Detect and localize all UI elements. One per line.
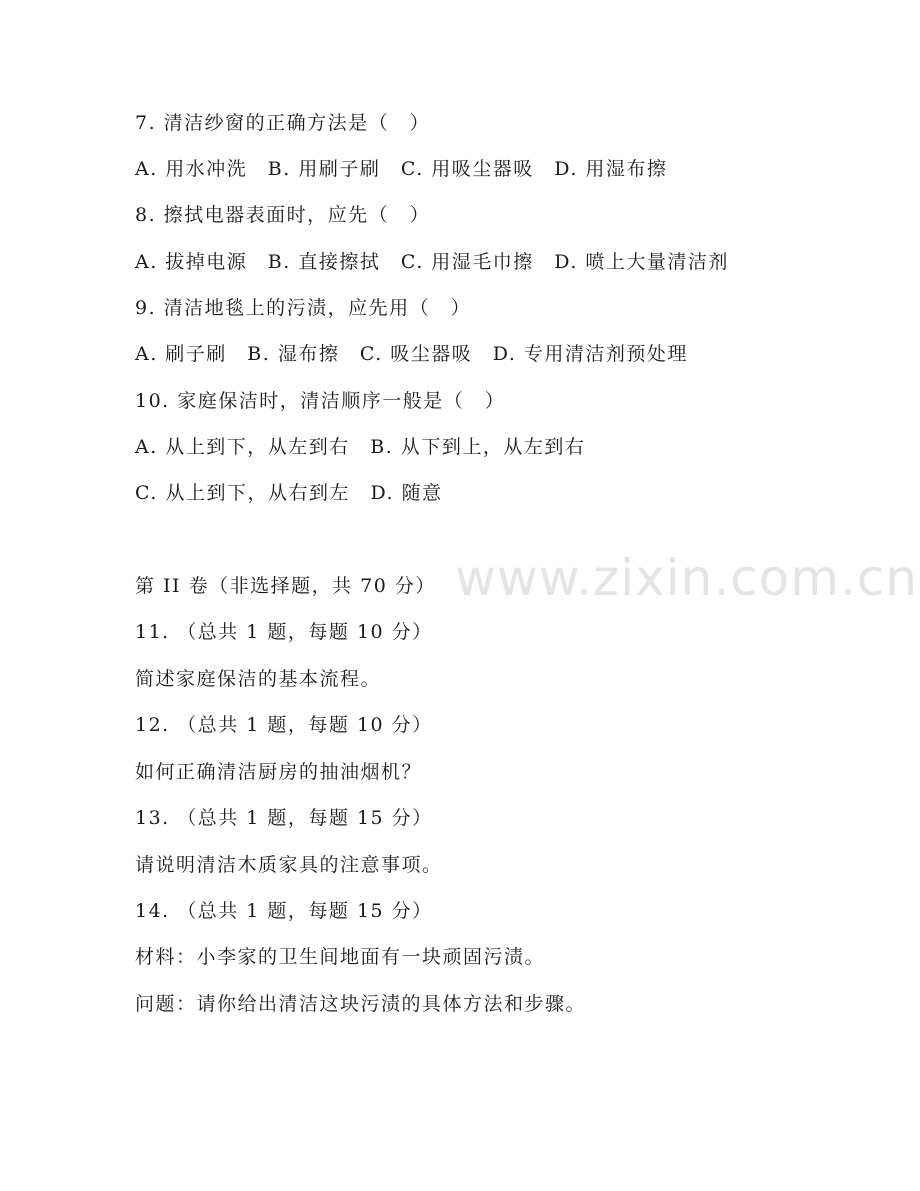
question-10-options-ab: A. 从上到下，从左到右 B. 从下到上，从左到右 bbox=[135, 436, 586, 458]
question-11-text: 简述家庭保洁的基本流程。 bbox=[135, 668, 382, 690]
question-14-header: 14. （总共 1 题，每题 15 分） bbox=[135, 900, 433, 922]
question-13-header: 13. （总共 1 题，每题 15 分） bbox=[135, 807, 433, 829]
question-11-header: 11. （总共 1 题，每题 10 分） bbox=[135, 621, 433, 643]
question-7-options: A. 用水冲洗 B. 用刷子刷 C. 用吸尘器吸 D. 用湿布擦 bbox=[135, 158, 668, 180]
question-12-header: 12. （总共 1 题，每题 10 分） bbox=[135, 714, 433, 736]
question-12-text: 如何正确清洁厨房的抽油烟机？ bbox=[135, 761, 423, 783]
question-8-options: A. 拔掉电源 B. 直接擦拭 C. 用湿毛巾擦 D. 喷上大量清洁剂 bbox=[135, 251, 729, 273]
question-13-text: 请说明清洁木质家具的注意事项。 bbox=[135, 854, 443, 876]
section-heading: 第 II 卷（非选择题，共 70 分） bbox=[135, 575, 436, 597]
question-9-options: A. 刷子刷 B. 湿布擦 C. 吸尘器吸 D. 专用清洁剂预处理 bbox=[135, 343, 688, 365]
question-7: 7. 清洁纱窗的正确方法是（ ） bbox=[135, 112, 431, 134]
question-14-material: 材料：小李家的卫生间地面有一块顽固污渍。 bbox=[135, 946, 546, 968]
question-10: 10. 家庭保洁时，清洁顺序一般是（ ） bbox=[135, 390, 506, 412]
watermark: www.zixin.com.cn bbox=[455, 549, 919, 607]
question-14-question: 问题：请你给出清洁这块污渍的具体方法和步骤。 bbox=[135, 993, 587, 1015]
question-8: 8. 擦拭电器表面时，应先（ ） bbox=[135, 204, 431, 226]
question-9: 9. 清洁地毯上的污渍，应先用（ ） bbox=[135, 297, 472, 319]
question-10-options-cd: C. 从上到下，从右到左 D. 随意 bbox=[135, 482, 443, 504]
